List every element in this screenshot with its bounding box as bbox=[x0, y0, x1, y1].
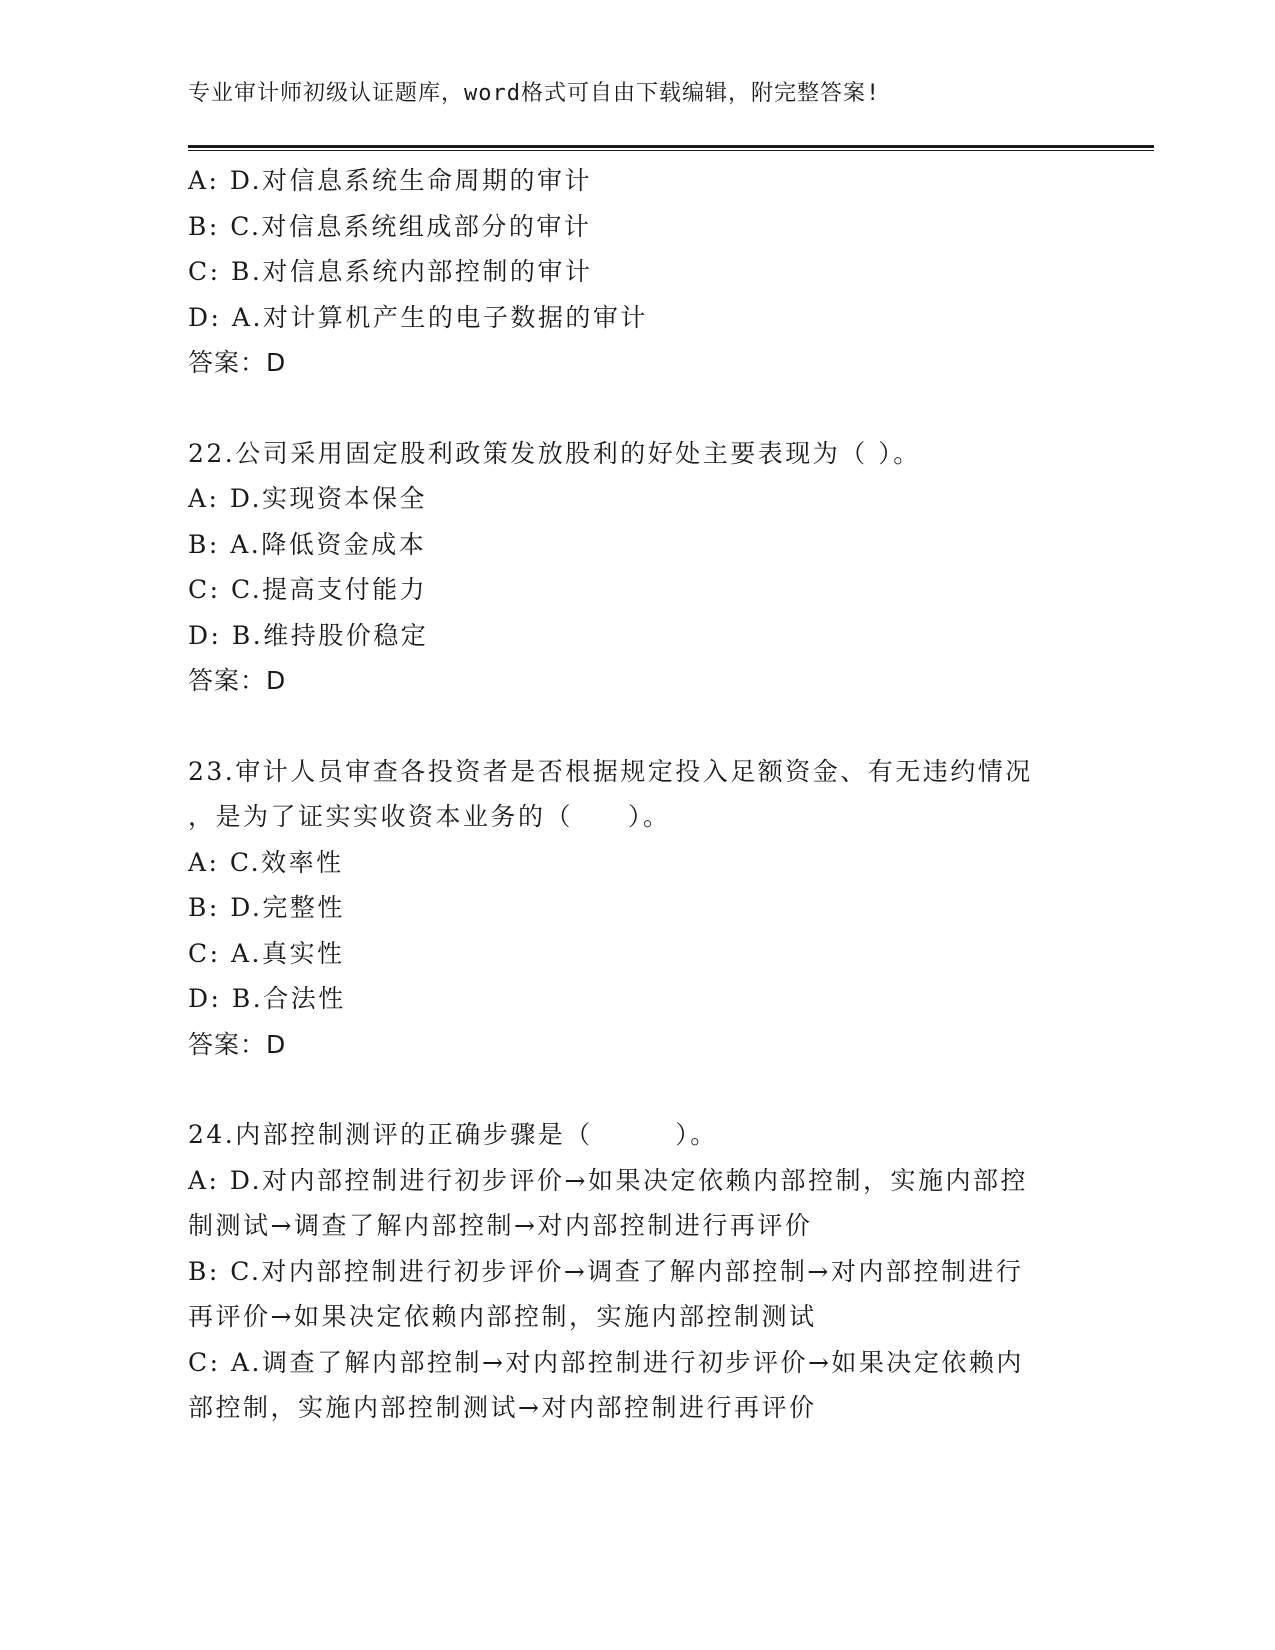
question-24 bbox=[188, 1112, 1088, 1431]
option-a: A: D.实现资本保全 bbox=[188, 484, 428, 513]
answer: 答案：D bbox=[188, 348, 287, 377]
option-c-line-1: C: A.调查了解内部控制→对内部控制进行初步评价→如果决定依赖内 bbox=[188, 1347, 1024, 1377]
option-a-line-1: A: D.对内部控制进行初步评价→如果决定依赖内部控制，实施内部控 bbox=[188, 1165, 1028, 1195]
answer: 答案：D bbox=[188, 1029, 287, 1059]
header-divider-thick bbox=[188, 145, 1154, 148]
option-d: D: B.维持股价稳定 bbox=[188, 620, 429, 650]
option-a: A: D.对信息系统生命周期的审计 bbox=[188, 166, 593, 195]
option-c: C: B.对信息系统内部控制的审计 bbox=[188, 257, 593, 286]
option-b: B: C.对信息系统组成部分的审计 bbox=[188, 211, 592, 241]
option-b: B: D.完整性 bbox=[188, 893, 345, 922]
spacer bbox=[188, 1067, 1088, 1112]
answer: 答案：D bbox=[188, 666, 287, 695]
question-stem: 24.内部控制测评的正确步骤是（ ）。 bbox=[188, 1120, 718, 1149]
option-b-line-1: B: C.对内部控制进行初步评价→调查了解内部控制→对内部控制进行 bbox=[188, 1256, 1024, 1286]
question-21 bbox=[188, 158, 1088, 386]
option-c-line-2: 部控制，实施内部控制测试→对内部控制进行再评价 bbox=[188, 1393, 817, 1422]
question-stem-line-1: 23.审计人员审查各投资者是否根据规定投入足额资金、有无违约情况 bbox=[188, 756, 1033, 786]
question-stem-line-2: ，是为了证实实收资本业务的（ ）。 bbox=[188, 802, 671, 831]
option-d: D: A.对计算机产生的电子数据的审计 bbox=[188, 302, 648, 332]
spacer bbox=[188, 704, 1088, 749]
question-stem: 22.公司采用固定股利政策发放股利的好处主要表现为（ ）。 bbox=[188, 438, 921, 468]
question-22 bbox=[188, 431, 1088, 704]
spacer bbox=[188, 386, 1088, 431]
question-content bbox=[188, 158, 1088, 1431]
option-c: C: A.真实性 bbox=[188, 938, 345, 968]
header-divider-thin bbox=[188, 150, 1154, 151]
question-23 bbox=[188, 749, 1088, 1068]
option-c: C: C.提高支付能力 bbox=[188, 575, 428, 604]
option-b: B: A.降低资金成本 bbox=[188, 529, 427, 559]
option-d: D: B.合法性 bbox=[188, 984, 346, 1013]
option-a-line-2: 制测试→调查了解内部控制→对内部控制进行再评价 bbox=[188, 1211, 813, 1240]
option-b-line-2: 再评价→如果决定依赖内部控制，实施内部控制测试 bbox=[188, 1302, 817, 1331]
option-a: A: C.效率性 bbox=[188, 847, 344, 877]
page-header: 专业审计师初级认证题库，word格式可自由下载编辑，附完整答案! bbox=[188, 81, 881, 106]
